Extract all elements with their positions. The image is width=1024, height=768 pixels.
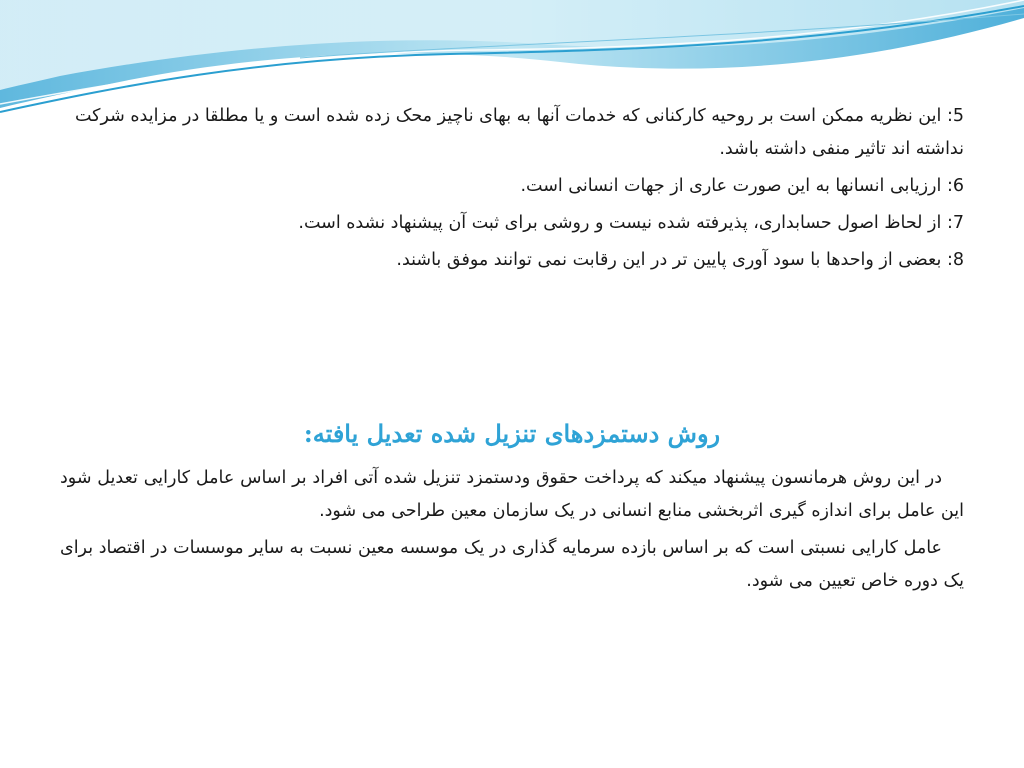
list-item-8 bbox=[60, 244, 964, 277]
item-text: از لحاظ اصول حسابداری، پذیرفته شده نیست و روشی برای ثبت آن پیشنهاد نشده است. bbox=[298, 213, 942, 233]
item-number: 8: bbox=[946, 250, 964, 270]
item-number: 5: bbox=[946, 106, 964, 126]
list-item-6 bbox=[60, 170, 964, 203]
item-text: این نظریه ممکن است بر روحیه کارکنانی که خدمات آنها به بهای ناچیز محک زده شده است و یا مطلقا در مزایده شرکت نداشته اند تاثیر منفی داشته باشد. bbox=[74, 106, 964, 159]
slide-content bbox=[60, 100, 964, 602]
section-heading: روش دستمزدهای تنزیل شده تعدیل یافته: bbox=[303, 419, 721, 448]
item-number: 6: bbox=[946, 176, 964, 196]
section-paragraph-2: عامل کارایی نسبتی است که بر اساس بازده سرمایه گذاری در یک موسسه معین نسبت به سایر موسسات در اقتصاد برای یک دوره خاص تعیین می شود. bbox=[60, 538, 964, 591]
item-number: 7: bbox=[946, 213, 964, 233]
section-paragraph-1: در این روش هرمانسون پیشنهاد میکند که پرداخت حقوق ودستمزد تنزیل شده آتی افراد بر اساس عامل کارایی تعدیل شود این عامل برای اندازه گیری اثربخشی منابع انسانی در یک سازمان معین طراحی می شود. bbox=[60, 468, 964, 521]
list-item-7 bbox=[60, 207, 964, 240]
item-text: ارزیابی انسانها به این صورت عاری از جهات انسانی است. bbox=[520, 176, 942, 196]
item-text: بعضی از واحدها با سود آوری پایین تر در این رقابت نمی توانند موفق باشند. bbox=[396, 250, 942, 270]
list-item-5 bbox=[60, 100, 964, 166]
